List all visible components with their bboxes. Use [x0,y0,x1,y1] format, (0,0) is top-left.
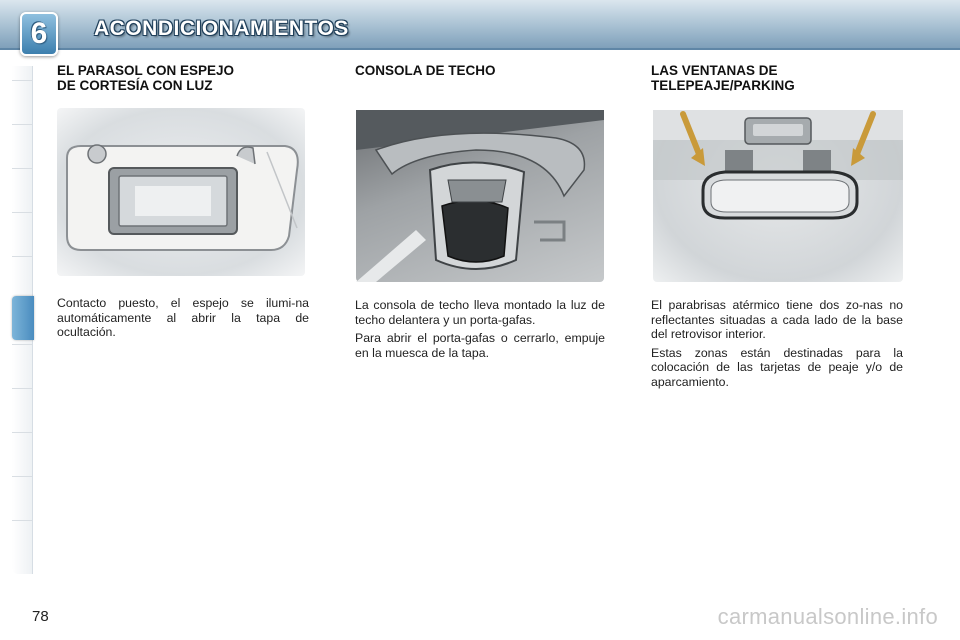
rearview-mirror-icon [653,110,903,282]
chapter-tab [12,256,32,298]
section-title: CONSOLA DE TECHO [355,63,496,78]
section-title: EL PARASOL CON ESPEJO DE CORTESÍA CON LUZ [57,63,235,93]
paragraph: La consola de techo lleva montado la luz de techo delantera y un porta-gafas. [355,298,605,327]
section-text [57,296,309,344]
chapter-tab [12,388,32,430]
paragraph: Estas zonas están destinadas para la colocación de las tarjetas de peaje y/o de aparcamiento. [651,345,903,389]
sun-visor-mirror-illustration [57,108,305,276]
section-text [355,298,605,364]
section-title: LAS VENTANAS DE TELEPEAJE/PARKING [651,63,795,93]
paragraph: Contacto puesto, el espejo se ilumi-na automáticamente al abrir la tapa de ocultación. [57,296,309,339]
section-text [651,298,903,393]
chapter-number: 6 [30,17,48,50]
chapter-tab-active [12,296,34,340]
chapter-tab [12,168,32,210]
section-roof-console [355,63,617,78]
chapter-tab [12,124,32,166]
roof-console-icon [356,110,604,282]
chapter-tab [12,432,32,474]
watermark: carmanualsonline.info [717,604,938,629]
chapter-tab [12,212,32,254]
chapter-tab [12,476,32,518]
section-sun-visor [57,63,319,93]
paragraph: El parabrisas atérmico tiene dos zo-nas no reflectantes situadas a cada lado de la base del retrovisor interior. [651,298,903,341]
chapter-badge [20,12,58,56]
chapter-tab [12,344,32,386]
rearview-mirror-illustration [653,110,903,282]
page-title: ACONDICIONAMIENTOS [94,17,349,40]
roof-console-illustration [356,110,604,282]
page-number: 78 [32,608,49,625]
section-toll-windows [651,63,913,93]
sun-visor-mirror-icon [57,108,305,276]
paragraph: Para abrir el porta-gafas o cerrarlo, empuje en la muesca de la tapa. [355,331,605,360]
chapter-tab [12,80,32,122]
chapter-tab [12,520,32,562]
